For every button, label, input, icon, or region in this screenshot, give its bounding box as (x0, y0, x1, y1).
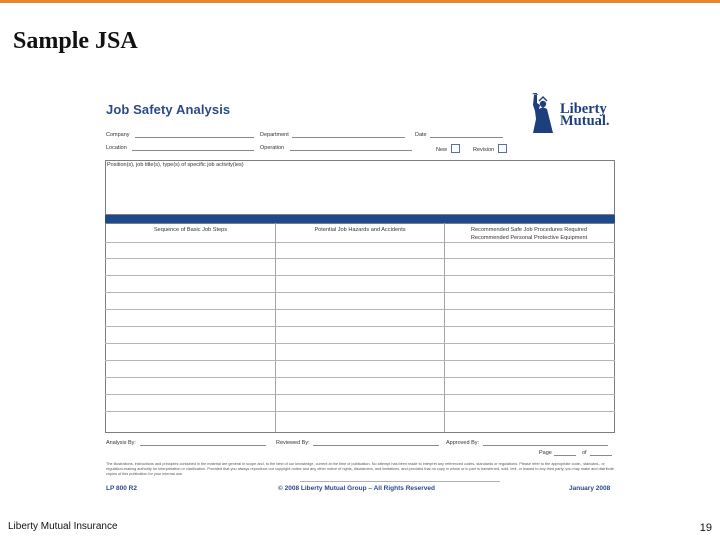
company-label: Company (106, 132, 130, 138)
table-row-line (105, 292, 615, 293)
of-line (590, 455, 612, 456)
table-row-line (105, 377, 615, 378)
approved-by-label: Approved By: (446, 440, 480, 446)
reviewed-by-line (313, 445, 439, 446)
revision-label: Revision (473, 147, 495, 153)
col-header-steps: Sequence of Basic Job Steps (153, 227, 228, 233)
analysis-by-label: Analysis By: (106, 440, 136, 446)
col-header-ppe: Recommended Personal Protective Equipment (470, 235, 588, 241)
analysis-by-line (140, 445, 266, 446)
approved-by-line (483, 445, 608, 446)
new-label: New (436, 147, 448, 153)
revision-checkbox (498, 144, 507, 153)
department-line (292, 137, 405, 138)
table-row-line (105, 242, 615, 243)
liberty-mutual-logo (528, 93, 618, 135)
of-label: of (582, 450, 587, 456)
company-line (135, 137, 254, 138)
logo-text-liberty: Liberty (560, 101, 607, 117)
form-copyright: © 2008 Liberty Mutual Group – All Rights Reserved (278, 485, 435, 492)
table-header-bar (105, 215, 615, 223)
table-row-line (105, 411, 615, 412)
slide-title: Sample JSA (13, 28, 138, 54)
col-header-hazards: Potential Job Hazards and Accidents (314, 227, 406, 233)
operation-line (290, 150, 412, 151)
position-box (105, 160, 615, 215)
date-line (430, 137, 503, 138)
department-label: Department (260, 132, 289, 138)
logo-text-mutual: Mutual. (560, 113, 610, 129)
slide-page-number: 19 (699, 522, 712, 534)
table-row-line (105, 343, 615, 344)
page-line (554, 455, 576, 456)
table-row-line (105, 309, 615, 310)
table-col-divider-1 (275, 223, 276, 432)
position-label: Position(s), job title(s), type(s) of specific job activity(ies) (107, 162, 244, 168)
col-header-procedures: Recommended Safe Job Procedures Required (471, 227, 587, 233)
table-col-divider-2 (444, 223, 445, 432)
table-row-line (105, 275, 615, 276)
new-checkbox (451, 144, 460, 153)
table-row-line (105, 394, 615, 395)
location-line (132, 150, 254, 151)
page-label: Page (539, 450, 552, 456)
disclaimer-text: The illustrations, instructions and principles contained in the material are general in scope and, to the best of our knowledge, current at the time of publication. No attempt has been made to interpret any referenced codes, standards or regulations. Please refer to the appropriate code-, standard-, or regulation-making authority for interpretation or clarification. Provided that you always reproduce our copyright notice and any other notice of rights, disclaimers, and limitations, and provided that no copy in whole or in part is transferred, sold, lent, or leased to any third party, you may make and distribute copies of this publication for your internal use. (106, 462, 614, 476)
date-label: Date (415, 132, 427, 138)
table-row-line (105, 258, 615, 259)
form-code: LP 800 R2 (106, 485, 137, 492)
operation-label: Operation (260, 145, 285, 151)
table-row-line (105, 326, 615, 327)
jsa-table (105, 223, 615, 433)
footer-company: Liberty Mutual Insurance (8, 521, 118, 532)
location-label: Location (106, 145, 127, 151)
statue-of-liberty-icon (528, 93, 558, 135)
form-title: Job Safety Analysis (106, 102, 231, 117)
table-row-line (105, 360, 615, 361)
reviewed-by-label: Reviewed By: (276, 440, 310, 446)
footer-divider (300, 481, 500, 482)
form-date: January 2008 (569, 485, 611, 492)
